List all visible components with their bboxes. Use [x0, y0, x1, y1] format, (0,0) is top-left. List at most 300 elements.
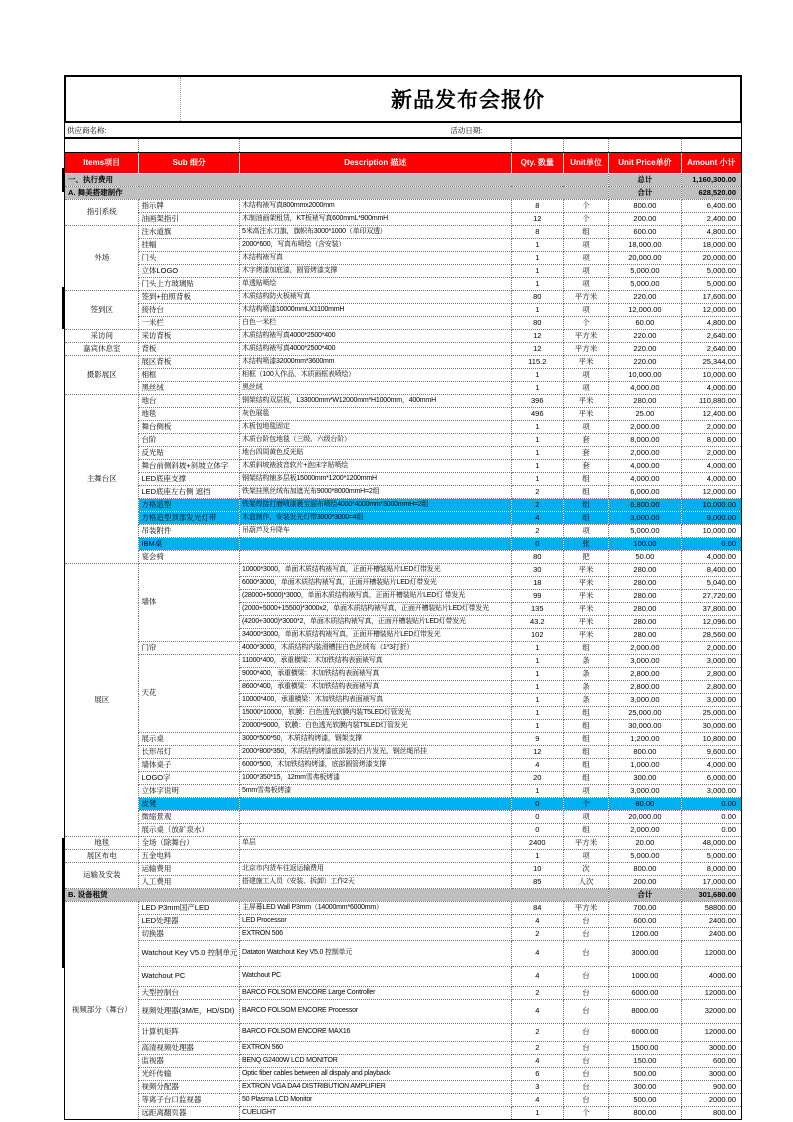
description-cell[interactable]: Optic fiber cables between all dispaly and playback	[240, 1068, 512, 1081]
qty-cell[interactable]: 3	[511, 1081, 563, 1094]
amount-cell[interactable]: 12,000.00	[681, 486, 741, 499]
qty-cell[interactable]: 30	[511, 564, 563, 577]
amount-cell[interactable]: 2,400.00	[681, 213, 741, 226]
amount-cell[interactable]: 2,640.00	[681, 330, 741, 343]
amount-cell[interactable]: 4,000.00	[681, 382, 741, 395]
unit-price-cell[interactable]: 20,000.00	[609, 811, 681, 824]
sub-cell[interactable]: 门头上方玻璃贴	[139, 278, 240, 291]
sub-cell[interactable]: 地毯	[139, 408, 240, 421]
unit-cell[interactable]: 组	[563, 707, 608, 720]
unit-cell[interactable]: 组	[563, 759, 608, 772]
unit-cell[interactable]: 项	[563, 811, 608, 824]
sub-cell[interactable]: LED底座左右侧 遮挡	[139, 486, 240, 499]
amount-cell[interactable]: 900.00	[681, 1081, 741, 1094]
amount-cell[interactable]: 2400.00	[681, 915, 741, 928]
unit-price-cell[interactable]: 50.00	[609, 551, 681, 564]
description-cell[interactable]: BARCO FOLSOM ENCORE Large Controller	[240, 987, 512, 1000]
sub-cell[interactable]: 展示桌（放矿泉水）	[139, 824, 240, 837]
description-cell[interactable]: 木质台阶包地毯（三级、六级台阶）	[240, 434, 512, 447]
unit-cell[interactable]: 套	[563, 434, 608, 447]
unit-price-cell[interactable]: 300.00	[609, 772, 681, 785]
description-cell[interactable]: 搭建施工人员（安装、拆卸）工作2天	[240, 876, 512, 889]
qty-cell[interactable]: 2	[511, 499, 563, 512]
description-cell[interactable]: 6000*3000，单面木质结构裱写真，正面开槽装贴片LED灯带发光	[240, 577, 512, 590]
unit-price-cell[interactable]: 300.00	[609, 1081, 681, 1094]
description-cell[interactable]: 铁架焊接打磨喷漆裹宝丽布喷绘4000*4000mm*3000mmH=2组	[240, 499, 512, 512]
sub-cell[interactable]: 展区背板	[139, 356, 240, 369]
section-label[interactable]: B. 设备租赁	[65, 889, 609, 902]
unit-price-cell[interactable]: 280.00	[609, 629, 681, 642]
unit-cell[interactable]: 条	[563, 694, 608, 707]
unit-price-cell[interactable]: 200.00	[609, 213, 681, 226]
unit-price-cell[interactable]: 6000.00	[609, 1024, 681, 1042]
description-cell[interactable]: 木结构喷漆10000mmLX1100mmH	[240, 304, 512, 317]
unit-price-cell[interactable]: 280.00	[609, 616, 681, 629]
sub-cell[interactable]: 相框	[139, 369, 240, 382]
unit-cell[interactable]: 组	[563, 733, 608, 746]
column-header[interactable]: Unit Price单价	[609, 153, 681, 174]
amount-cell[interactable]: 3000.00	[681, 1068, 741, 1081]
amount-cell[interactable]: 12,400.00	[681, 408, 741, 421]
unit-price-cell[interactable]: 5,000.00	[609, 525, 681, 538]
amount-cell[interactable]: 800.00	[681, 1107, 741, 1120]
sub-cell[interactable]: 舞台侧板	[139, 421, 240, 434]
description-cell[interactable]	[240, 538, 512, 551]
amount-cell[interactable]: 9,000.00	[681, 512, 741, 525]
unit-price-cell[interactable]: 280.00	[609, 577, 681, 590]
description-cell[interactable]: 15000*10000，软膜：白色透光软膜内装T5LED灯管发光	[240, 707, 512, 720]
description-cell[interactable]: 单层	[240, 837, 512, 850]
qty-cell[interactable]: 0	[511, 538, 563, 551]
sub-cell[interactable]: 五金电料	[139, 850, 240, 863]
sub-cell[interactable]: LOGO字	[139, 772, 240, 785]
amount-cell[interactable]: 27,720.00	[681, 590, 741, 603]
unit-price-cell[interactable]: 4,000.00	[609, 460, 681, 473]
unit-cell[interactable]: 台	[563, 941, 608, 967]
description-cell[interactable]: 2000*600，写真布喷绘（含安装）	[240, 239, 512, 252]
description-cell[interactable]: 3000*500*50，木质结构烤漆，钢架支撑	[240, 733, 512, 746]
unit-cell[interactable]: 平方米	[563, 343, 608, 356]
qty-cell[interactable]: 43.2	[511, 616, 563, 629]
qty-cell[interactable]: 1	[511, 252, 563, 265]
unit-price-cell[interactable]: 2,800.00	[609, 681, 681, 694]
amount-cell[interactable]: 18,000.00	[681, 239, 741, 252]
item-group-cell[interactable]: 展区	[65, 564, 139, 837]
description-cell[interactable]: 2000*800*350，木质结构烤漆底部装奶白片发光，钢丝绳吊挂	[240, 746, 512, 759]
description-cell[interactable]: 白色一米栏	[240, 317, 512, 330]
qty-cell[interactable]: 80	[511, 317, 563, 330]
sub-cell[interactable]: 宴会椅	[139, 551, 240, 564]
sub-cell[interactable]: 签到+拍照背板	[139, 291, 240, 304]
unit-cell[interactable]: 把	[563, 551, 608, 564]
unit-price-cell[interactable]: 500.00	[609, 1068, 681, 1081]
amount-cell[interactable]: 25,000.00	[681, 707, 741, 720]
unit-price-cell[interactable]: 4,000.00	[609, 382, 681, 395]
item-group-cell[interactable]: 摄影展区	[65, 356, 139, 395]
amount-cell[interactable]: 0.00	[681, 798, 741, 811]
unit-price-cell[interactable]: 800.00	[609, 863, 681, 876]
amount-cell[interactable]: 9,600.00	[681, 746, 741, 759]
amount-cell[interactable]: 2,800.00	[681, 668, 741, 681]
sub-cell[interactable]: 挂幅	[139, 239, 240, 252]
unit-price-cell[interactable]: 3,000.00	[609, 785, 681, 798]
sub-cell[interactable]: 墙体桌子	[139, 759, 240, 772]
unit-cell[interactable]: 个	[563, 213, 608, 226]
qty-cell[interactable]: 80	[511, 291, 563, 304]
description-cell[interactable]: 10000*3000，单面木质结构裱写真，正面开槽装贴片LED灯带发光	[240, 564, 512, 577]
section-label[interactable]: A. 舞美搭建制作	[65, 187, 609, 200]
column-header[interactable]: Items项目	[65, 153, 139, 174]
description-cell[interactable]: 木盒制作，安装发光灯带3000*3000=4组	[240, 512, 512, 525]
qty-cell[interactable]: 84	[511, 902, 563, 915]
amount-cell[interactable]: 20,000.00	[681, 252, 741, 265]
amount-cell[interactable]: 12,000.00	[681, 304, 741, 317]
amount-cell[interactable]: 0.00	[681, 811, 741, 824]
description-cell[interactable]: 8600*400，承重横梁：木加铁结构表面裱写真	[240, 681, 512, 694]
unit-cell[interactable]: 项	[563, 369, 608, 382]
qty-cell[interactable]: 1	[511, 304, 563, 317]
amount-cell[interactable]: 3,000.00	[681, 655, 741, 668]
amount-cell[interactable]: 10,000.00	[681, 525, 741, 538]
unit-cell[interactable]: 项	[563, 421, 608, 434]
unit-price-cell[interactable]: 1500.00	[609, 1042, 681, 1055]
sub-cell[interactable]: 大型控制台	[139, 987, 240, 1000]
amount-cell[interactable]: 10,000.00	[681, 499, 741, 512]
unit-price-cell[interactable]: 8,000.00	[609, 434, 681, 447]
description-cell[interactable]: 5mm雪弗板烤漆	[240, 785, 512, 798]
qty-cell[interactable]: 18	[511, 577, 563, 590]
description-cell[interactable]: EXTRON 506	[240, 928, 512, 941]
unit-cell[interactable]: 组	[563, 824, 608, 837]
unit-cell[interactable]: 组	[563, 720, 608, 733]
description-cell[interactable]: 木质结构裱写真4000*2500*400	[240, 343, 512, 356]
amount-cell[interactable]: 2,800.00	[681, 681, 741, 694]
unit-cell[interactable]: 平米	[563, 408, 608, 421]
description-cell[interactable]: 木结构喷漆32000mm*3600mm	[240, 356, 512, 369]
description-cell[interactable]: 黑丝绒	[240, 382, 512, 395]
amount-cell[interactable]: 4,000.00	[681, 759, 741, 772]
unit-price-cell[interactable]: 280.00	[609, 603, 681, 616]
amount-cell[interactable]: 5,000.00	[681, 850, 741, 863]
qty-cell[interactable]: 0	[511, 811, 563, 824]
sub-cell[interactable]: 台阶	[139, 434, 240, 447]
unit-cell[interactable]: 组	[563, 642, 608, 655]
unit-price-cell[interactable]: 3,000.00	[609, 694, 681, 707]
unit-price-cell[interactable]: 18,000.00	[609, 239, 681, 252]
unit-cell[interactable]: 台	[563, 1081, 608, 1094]
unit-price-cell[interactable]: 2,000.00	[609, 421, 681, 434]
sub-cell[interactable]: 舞台前侧斜坡+斜坡立体字	[139, 460, 240, 473]
qty-cell[interactable]: 4	[511, 1000, 563, 1024]
sub-cell[interactable]: 方格造型	[139, 499, 240, 512]
unit-price-cell[interactable]: 10,000.00	[609, 369, 681, 382]
qty-cell[interactable]: 2	[511, 987, 563, 1000]
sub-cell[interactable]: 地台	[139, 395, 240, 408]
unit-price-cell[interactable]: 5,000.00	[609, 850, 681, 863]
unit-price-cell[interactable]: 600.00	[609, 915, 681, 928]
unit-cell[interactable]: 个	[563, 1107, 608, 1120]
qty-cell[interactable]: 496	[511, 408, 563, 421]
unit-cell[interactable]: 组	[563, 473, 608, 486]
unit-cell[interactable]: 台	[563, 1094, 608, 1107]
qty-cell[interactable]: 0	[511, 824, 563, 837]
sub-cell[interactable]: 展示桌	[139, 733, 240, 746]
unit-price-cell[interactable]: 600.00	[609, 226, 681, 239]
qty-cell[interactable]: 1	[511, 1107, 563, 1120]
description-cell[interactable]: BARCO FOLSOM ENCORE Processor	[240, 1000, 512, 1024]
description-cell[interactable]: 9000*400，承重横梁：木加铁结构表面裱写真	[240, 668, 512, 681]
unit-price-cell[interactable]: 800.00	[609, 746, 681, 759]
unit-cell[interactable]: 组	[563, 486, 608, 499]
sub-cell[interactable]: 人工费用	[139, 876, 240, 889]
sub-cell[interactable]: 指示牌	[139, 200, 240, 213]
amount-cell[interactable]: 2000.00	[681, 1094, 741, 1107]
unit-cell[interactable]: 项	[563, 382, 608, 395]
sub-cell[interactable]: LED P3mm国产LED	[139, 902, 240, 915]
qty-cell[interactable]: 80	[511, 551, 563, 564]
unit-price-cell[interactable]: 1200.00	[609, 928, 681, 941]
description-cell[interactable]	[240, 824, 512, 837]
unit-cell[interactable]: 台	[563, 1042, 608, 1055]
qty-cell[interactable]: 6	[511, 1068, 563, 1081]
amount-cell[interactable]: 600.00	[681, 1055, 741, 1068]
amount-cell[interactable]: 37,800.00	[681, 603, 741, 616]
amount-cell[interactable]: 8,400.00	[681, 564, 741, 577]
supplier-name-label[interactable]: 供应商名称:	[67, 125, 107, 135]
amount-cell[interactable]: 28,560.00	[681, 629, 741, 642]
description-cell[interactable]	[240, 551, 512, 564]
unit-cell[interactable]: 平方米	[563, 837, 608, 850]
unit-price-cell[interactable]: 60.00	[609, 317, 681, 330]
amount-cell[interactable]: 4000.00	[681, 967, 741, 987]
amount-cell[interactable]: 2400.00	[681, 928, 741, 941]
column-header[interactable]: Qty. 数量	[511, 153, 563, 174]
description-cell[interactable]: 吊葫芦及升降车	[240, 525, 512, 538]
sub-cell[interactable]: LED底座支撑	[139, 473, 240, 486]
qty-cell[interactable]: 4	[511, 915, 563, 928]
item-group-cell[interactable]: 嘉宾休息室	[65, 343, 139, 356]
unit-price-cell[interactable]: 20.00	[609, 837, 681, 850]
qty-cell[interactable]: 135	[511, 603, 563, 616]
qty-cell[interactable]: 4	[511, 512, 563, 525]
unit-cell[interactable]: 台	[563, 1055, 608, 1068]
qty-cell[interactable]: 1	[511, 278, 563, 291]
description-cell[interactable]: EXTRON VGA DA4 DISTRIBUTION AMPLIFIER	[240, 1081, 512, 1094]
amount-cell[interactable]: 110,880.00	[681, 395, 741, 408]
unit-cell[interactable]: 组	[563, 746, 608, 759]
amount-cell[interactable]: 3000.00	[681, 1042, 741, 1055]
qty-cell[interactable]: 4	[511, 1055, 563, 1068]
description-cell[interactable]: 木制油画架租赁，KT板裱写真600mmL*900mmH	[240, 213, 512, 226]
description-cell[interactable]: (28000+5000)*3000，单面木质结构裱写真，正面开槽装贴片LED灯 带发光	[240, 590, 512, 603]
qty-cell[interactable]: 1	[511, 460, 563, 473]
qty-cell[interactable]: 1	[511, 369, 563, 382]
unit-price-cell[interactable]: 6,000.00	[609, 486, 681, 499]
amount-cell[interactable]: 12,096.00	[681, 616, 741, 629]
sub-cell[interactable]: 采访背板	[139, 330, 240, 343]
item-group-cell[interactable]: 运输及安装	[65, 863, 139, 889]
column-header[interactable]: Sub 细分	[139, 153, 240, 174]
description-cell[interactable]: 相框（100人作品，木质画框表喷绘）	[240, 369, 512, 382]
qty-cell[interactable]: 8	[511, 200, 563, 213]
sub-cell[interactable]: 微缩景观	[139, 811, 240, 824]
qty-cell[interactable]: 115.2	[511, 356, 563, 369]
unit-price-cell[interactable]: 30,000.00	[609, 720, 681, 733]
sub-cell[interactable]: 视频处理器(3M/E，HD/SDI)	[139, 1000, 240, 1024]
amount-cell[interactable]: 6,400.00	[681, 200, 741, 213]
description-cell[interactable]: 木板包地毯固定	[240, 421, 512, 434]
description-cell[interactable]: 6000*500，木加铁结构烤漆，底部圆管烤漆支撑	[240, 759, 512, 772]
description-cell[interactable]: 5米高注水刀旗，旗帜布3000*1000（单印双透）	[240, 226, 512, 239]
description-cell[interactable]: Watchout PC	[240, 967, 512, 987]
unit-cell[interactable]: 平米	[563, 356, 608, 369]
unit-cell[interactable]: 次	[563, 863, 608, 876]
description-cell[interactable]: 1000*350*15，12mm雪弗板烤漆	[240, 772, 512, 785]
qty-cell[interactable]: 12	[511, 746, 563, 759]
section-label[interactable]: 一、执行费用	[65, 174, 609, 187]
unit-cell[interactable]: 平米	[563, 629, 608, 642]
sub-cell[interactable]: 光纤传输	[139, 1068, 240, 1081]
amount-cell[interactable]: 2,000.00	[681, 642, 741, 655]
sub-cell[interactable]: Watchout Key V5.0 控制单元	[139, 941, 240, 967]
amount-cell[interactable]: 58800.00	[681, 902, 741, 915]
description-cell[interactable]: 20000*9000，软膜：白色透光软膜内装T5LED灯管发光	[240, 720, 512, 733]
unit-cell[interactable]: 平米	[563, 603, 608, 616]
amount-cell[interactable]: 48,000.00	[681, 837, 741, 850]
amount-cell[interactable]: 2,640.00	[681, 343, 741, 356]
qty-cell[interactable]: 9	[511, 733, 563, 746]
amount-cell[interactable]: 4,000.00	[681, 460, 741, 473]
unit-cell[interactable]: 台	[563, 967, 608, 987]
unit-price-cell[interactable]: 8000.00	[609, 1000, 681, 1024]
sub-cell[interactable]: 立体LOGO	[139, 265, 240, 278]
qty-cell[interactable]: 1	[511, 382, 563, 395]
qty-cell[interactable]: 8	[511, 226, 563, 239]
sub-cell[interactable]: 长形吊灯	[139, 746, 240, 759]
amount-cell[interactable]: 0.00	[681, 824, 741, 837]
unit-price-cell[interactable]: 2,000.00	[609, 447, 681, 460]
unit-price-cell[interactable]: 2,000.00	[609, 642, 681, 655]
qty-cell[interactable]: 1	[511, 447, 563, 460]
amount-cell[interactable]: 10,000.00	[681, 369, 741, 382]
sub-cell[interactable]: 立体字说明	[139, 785, 240, 798]
unit-cell[interactable]: 项	[563, 525, 608, 538]
sub-cell[interactable]: 黑丝绒	[139, 382, 240, 395]
qty-cell[interactable]: 2	[511, 486, 563, 499]
unit-price-cell[interactable]: 2,000.00	[609, 824, 681, 837]
event-date-label[interactable]: 活动日期:	[450, 125, 483, 135]
unit-cell[interactable]: 项	[563, 850, 608, 863]
unit-price-cell[interactable]: 800.00	[609, 200, 681, 213]
item-group-cell[interactable]: 地毯	[65, 837, 139, 850]
unit-cell[interactable]: 台	[563, 915, 608, 928]
description-cell[interactable]: (2000+5000+15500)*3000x2，单面木质结构裱写真，正面开槽装贴片LED灯带发光	[240, 603, 512, 616]
unit-price-cell[interactable]: 3000.00	[609, 941, 681, 967]
unit-cell[interactable]: 平米	[563, 564, 608, 577]
unit-price-cell[interactable]: 220.00	[609, 343, 681, 356]
qty-cell[interactable]: 1	[511, 720, 563, 733]
amount-cell[interactable]: 32000.00	[681, 1000, 741, 1024]
qty-cell[interactable]: 1	[511, 681, 563, 694]
qty-cell[interactable]: 2	[511, 1024, 563, 1042]
amount-cell[interactable]: 10,800.00	[681, 733, 741, 746]
unit-cell[interactable]: 平米	[563, 616, 608, 629]
unit-price-cell[interactable]: 800.00	[609, 1107, 681, 1120]
unit-price-cell[interactable]: 280.00	[609, 395, 681, 408]
unit-cell[interactable]: 台	[563, 928, 608, 941]
unit-cell[interactable]: 平米	[563, 577, 608, 590]
sub-cell[interactable]: IBM桌	[139, 538, 240, 551]
amount-cell[interactable]: 2,000.00	[681, 447, 741, 460]
description-cell[interactable]: 铁架挂黑丝绒布加遮光布9000*8000mmH=2组	[240, 486, 512, 499]
unit-cell[interactable]: 套	[563, 460, 608, 473]
unit-price-cell[interactable]: 6000.00	[609, 987, 681, 1000]
column-header[interactable]: Unit单位	[563, 153, 608, 174]
sub-cell[interactable]: 方格造型顶部发光灯带	[139, 512, 240, 525]
amount-cell[interactable]: 25,344.00	[681, 356, 741, 369]
unit-price-cell[interactable]: 20,000.00	[609, 252, 681, 265]
qty-cell[interactable]: 10	[511, 863, 563, 876]
qty-cell[interactable]: 12	[511, 330, 563, 343]
unit-price-cell[interactable]: 80.00	[609, 798, 681, 811]
sub-cell[interactable]: 运输费用	[139, 863, 240, 876]
sub-cell[interactable]: 全场（除舞台）	[139, 837, 240, 850]
qty-cell[interactable]: 2	[511, 928, 563, 941]
amount-cell[interactable]: 3,000.00	[681, 694, 741, 707]
unit-price-cell[interactable]: 220.00	[609, 291, 681, 304]
unit-price-cell[interactable]: 280.00	[609, 564, 681, 577]
unit-cell[interactable]: 项	[563, 785, 608, 798]
unit-cell[interactable]: 条	[563, 681, 608, 694]
qty-cell[interactable]: 0	[511, 798, 563, 811]
unit-price-cell[interactable]: 280.00	[609, 590, 681, 603]
sub-cell[interactable]: 视频分配器	[139, 1081, 240, 1094]
unit-price-cell[interactable]: 6,800.00	[609, 499, 681, 512]
qty-cell[interactable]: 102	[511, 629, 563, 642]
sub-cell[interactable]: LED处理器	[139, 915, 240, 928]
sub-cell[interactable]: 计算机矩阵	[139, 1024, 240, 1042]
description-cell[interactable]	[240, 798, 512, 811]
amount-cell[interactable]: 17,000.00	[681, 876, 741, 889]
qty-cell[interactable]: 396	[511, 395, 563, 408]
unit-cell[interactable]: 组	[563, 772, 608, 785]
item-group-cell[interactable]: 采访间	[65, 330, 139, 343]
unit-price-cell[interactable]: 5,000.00	[609, 265, 681, 278]
sub-cell[interactable]: 吊装附件	[139, 525, 240, 538]
unit-cell[interactable]: 个	[563, 200, 608, 213]
unit-cell[interactable]: 项	[563, 265, 608, 278]
description-cell[interactable]	[240, 850, 512, 863]
unit-price-cell[interactable]: 3,000.00	[609, 512, 681, 525]
unit-price-cell[interactable]: 1,000.00	[609, 759, 681, 772]
sub-cell[interactable]: 注水道旗	[139, 226, 240, 239]
amount-cell[interactable]: 4,000.00	[681, 473, 741, 486]
unit-cell[interactable]: 项	[563, 252, 608, 265]
unit-price-cell[interactable]: 1,200.00	[609, 733, 681, 746]
description-cell[interactable]: 钢架结构双层板，L33000mm*W12000mm*H1000mm，400mmH	[240, 395, 512, 408]
amount-cell[interactable]: 5,040.00	[681, 577, 741, 590]
qty-cell[interactable]: 4	[511, 759, 563, 772]
qty-cell[interactable]: 1	[511, 850, 563, 863]
unit-cell[interactable]: 项	[563, 239, 608, 252]
unit-cell[interactable]: 个	[563, 317, 608, 330]
unit-price-cell[interactable]: 700.00	[609, 902, 681, 915]
description-cell[interactable]: 34000*3000，单面木质结构裱写真，正面开槽装贴片LED灯带发光	[240, 629, 512, 642]
amount-cell[interactable]: 12000.00	[681, 987, 741, 1000]
unit-price-cell[interactable]: 12,000.00	[609, 304, 681, 317]
sub-cell[interactable]: 接待台	[139, 304, 240, 317]
qty-cell[interactable]: 85	[511, 876, 563, 889]
